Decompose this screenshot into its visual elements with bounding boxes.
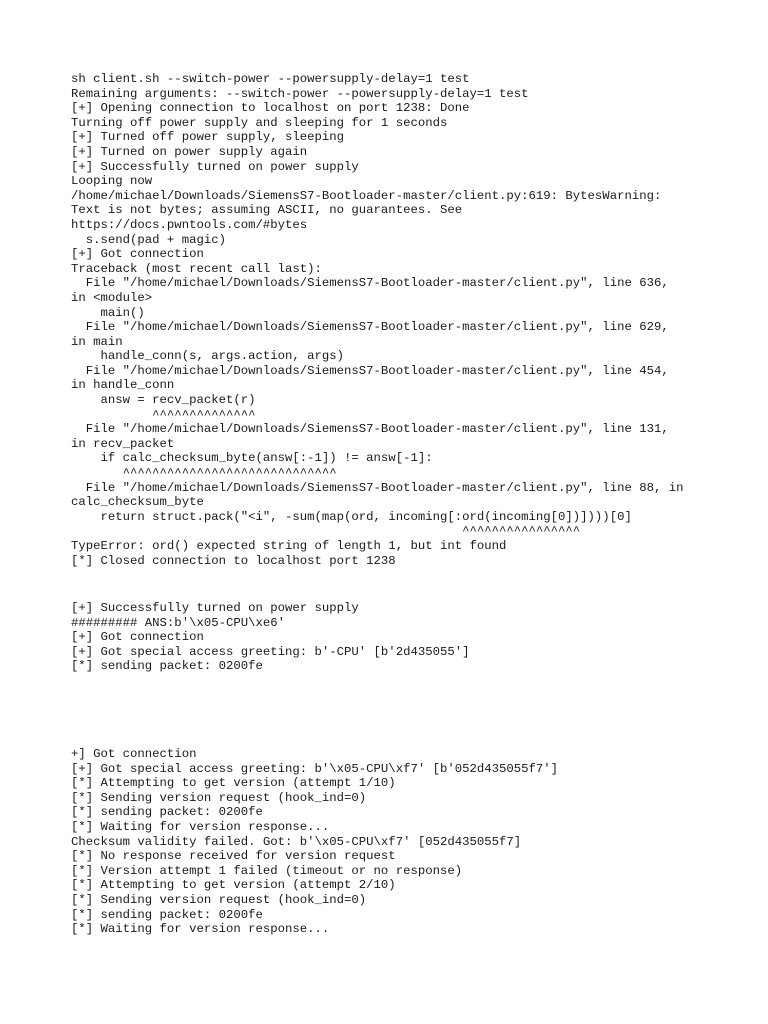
log-line: Traceback (most recent call last): [71,261,322,276]
log-line: [+] Got special access greeting: b'-CPU' [b'2d435055'] [71,644,470,659]
log-line: in main [71,334,123,349]
log-line: ^^^^^^^^^^^^^^^^^^^^^^^^^^^^^ [71,466,337,481]
terminal-log-block [71,747,558,937]
log-line: sh client.sh --switch-power --powersupply-delay=1 test [71,72,470,86]
log-line: Looping now [71,174,153,189]
log-line: /home/michael/Downloads/SiemensS7-Bootloader-master/client.py:619: BytesWarning: [71,188,662,203]
log-line: [+] Opening connection to localhost on port 1238: Done [71,101,470,116]
log-line: [*] Sending version request (hook_ind=0) [71,892,367,907]
log-line: calc_checksum_byte [71,495,204,510]
log-line: [*] Waiting for version response... [71,922,330,937]
log-line: File "/home/michael/Downloads/SiemensS7-Bootloader-master/client.py", line 88, in [71,480,684,495]
log-line: File "/home/michael/Downloads/SiemensS7-Bootloader-master/client.py", line 131, [71,422,669,437]
log-line: ^^^^^^^^^^^^^^^^ [71,524,581,539]
log-line: [+] Got connection [71,630,204,645]
log-line: [+] Got connection [71,247,204,262]
log-line: ^^^^^^^^^^^^^^ [71,407,256,422]
log-line: ######### ANS:b'\x05-CPU\xe6' [71,615,286,630]
log-line: File "/home/michael/Downloads/SiemensS7-Bootloader-master/client.py", line 636, [71,276,669,291]
log-line: https://docs.pwntools.com/#bytes [71,217,308,232]
log-line: in handle_conn [71,378,175,393]
log-line: +] Got connection [71,747,197,761]
log-line: TypeError: ord() expected string of length 1, but int found [71,539,507,553]
log-line: [+] Successfully turned on power supply [71,601,359,615]
log-line: [*] Sending version request (hook_ind=0) [71,790,367,805]
log-line: handle_conn(s, args.action, args) [71,349,345,364]
log-line: answ = recv_packet(r) [71,393,256,408]
terminal-log-block [71,601,469,674]
log-line: [+] Turned on power supply again [71,144,308,159]
log-line: if calc_checksum_byte(answ[:-1]) != answ[-1]: [71,451,433,466]
log-line: File "/home/michael/Downloads/SiemensS7-Bootloader-master/client.py", line 454, [71,363,669,378]
log-line: Remaining arguments: --switch-power --powersupply-delay=1 test [71,86,529,101]
log-line: [*] No response received for version request [71,849,396,864]
log-line: File "/home/michael/Downloads/SiemensS7-Bootloader-master/client.py", line 629, [71,320,669,335]
log-line: [*] sending packet: 0200fe [71,907,263,922]
log-line: return struct.pack("<i", -sum(map(ord, incoming[:ord(incoming[0])])))[0] [71,509,632,524]
log-line: s.send(pad + magic) [71,232,226,247]
log-line: Checksum validity failed. Got: b'\x05-CPU\xf7' [052d435055f7] [71,834,522,849]
log-line: [*] Closed connection to localhost port 1238 [71,553,396,568]
log-line: [*] sending packet: 0200fe [71,659,263,674]
log-line: Text is not bytes; assuming ASCII, no guarantees. See [71,203,463,218]
log-line: [*] Attempting to get version (attempt 1/10) [71,776,396,791]
log-line: in recv_packet [71,436,175,451]
log-line: [+] Turned off power supply, sleeping [71,130,345,145]
terminal-log-block [71,72,684,568]
log-line: [*] Attempting to get version (attempt 2/10) [71,878,396,893]
log-line: main() [71,305,145,320]
log-line: [+] Got special access greeting: b'\x05-CPU\xf7' [b'052d435055f7'] [71,761,559,776]
log-line: Turning off power supply and sleeping for 1 seconds [71,115,448,130]
log-line: [*] sending packet: 0200fe [71,805,263,820]
log-line: in <module> [71,290,153,305]
log-line: [*] Version attempt 1 failed (timeout or no response) [71,863,463,878]
log-line: [+] Successfully turned on power supply [71,159,359,174]
log-line: [*] Waiting for version response... [71,819,330,834]
